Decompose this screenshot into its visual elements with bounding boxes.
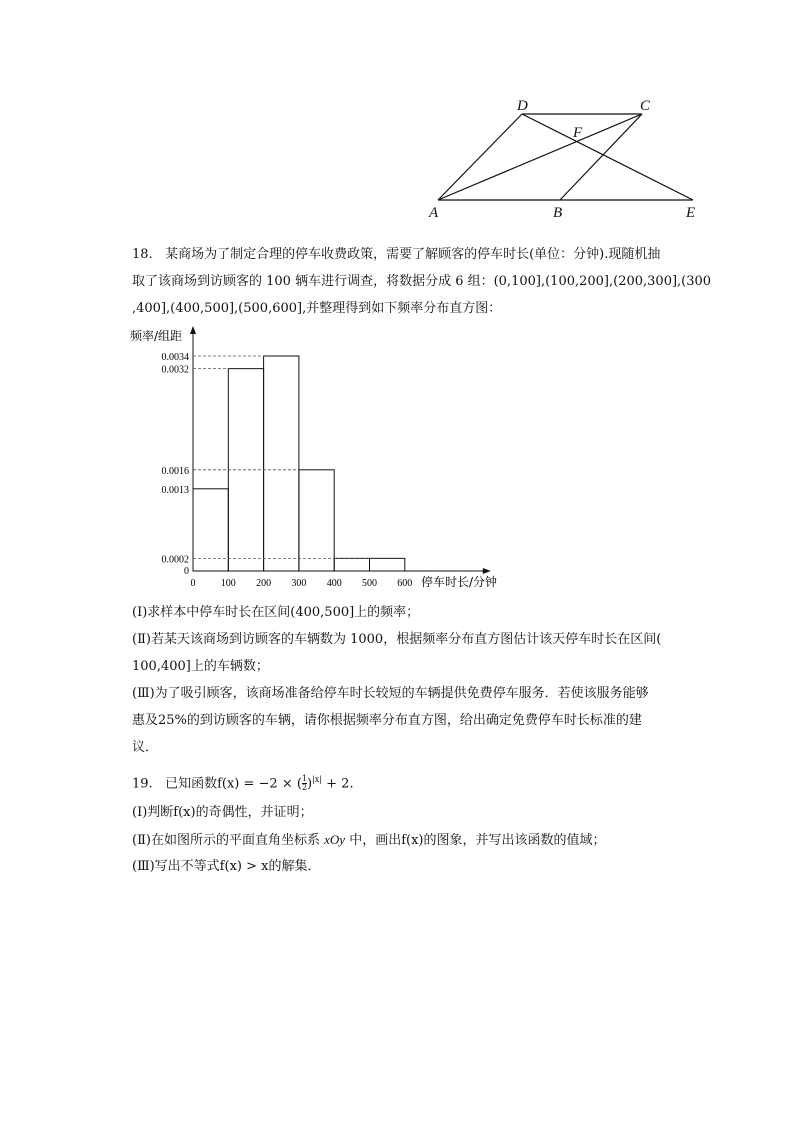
q19-part1: (Ⅰ)判断f(x)的奇偶性，并证明； (132, 805, 313, 820)
edge-DE (522, 114, 693, 200)
q19-part3: (Ⅲ)写出不等式f(x) > x的解集． (132, 859, 321, 874)
edge-AD (438, 114, 522, 200)
label-B: B (553, 205, 563, 221)
x-tick-label: 100 (220, 578, 236, 589)
histogram-bar (299, 470, 334, 571)
histogram-bar (334, 558, 369, 571)
label-C: C (640, 98, 651, 114)
x-tick-label: 400 (326, 578, 342, 589)
label-D: D (517, 98, 528, 114)
q18-line3: ,400],(400,500],(500,600],并整理得到如下频率分布直方图： (132, 301, 502, 316)
label-F: F (573, 125, 583, 141)
label-E: E (686, 205, 696, 221)
x-tick-label: 0 (190, 578, 196, 589)
q18-line1-text: 某商场为了制定合理的停车收费政策，需要了解顾客的停车时长(单位：分钟).现随机抽 (165, 247, 661, 262)
q18-part3c: 议． (132, 740, 159, 755)
y-tick-label: 0.0013 (161, 484, 189, 496)
x-axis-arrow (483, 568, 491, 574)
geometry-figure (425, 92, 715, 227)
q18-line2: 取了该商场到访顾客的 100 辆车进行调查，将数据分成 6 组：(0,100],(100,200],(200,300],(300 (132, 274, 712, 289)
q18-number: 18. (132, 247, 153, 262)
x-tick-label: 300 (291, 578, 307, 589)
q19-paren-close: ) (307, 776, 313, 792)
q18-part1: (Ⅰ)求样本中停车时长在区间(400,500]上的频率； (132, 605, 420, 620)
label-A: A (429, 205, 439, 221)
q19-intro (132, 770, 354, 794)
x-axis-label: 停车时长/分钟 (421, 575, 498, 589)
q19-intro-pre: 已知函数f(x) = −2 × ( (165, 776, 302, 792)
frequency-histogram (128, 324, 528, 594)
y-tick-label: 0.0034 (161, 352, 189, 363)
q19-intro-post: + 2. (322, 776, 354, 792)
q18-part2a: (Ⅱ)若某天该商场到访顾客的车辆数为 1000，根据频率分布直方图估计该天停车时长在区间( (132, 632, 662, 647)
q19-exponent: |x| (312, 775, 323, 784)
q19-part2 (132, 830, 605, 851)
edge-AC (438, 114, 642, 200)
y-tick-label: 0 (184, 566, 189, 577)
y-axis-arrow (190, 326, 196, 334)
histogram-bar (264, 356, 299, 571)
fraction-numerator: 1 (301, 774, 308, 784)
x-tick-label: 500 (362, 578, 377, 589)
x-tick-label: 200 (256, 578, 272, 589)
y-tick-label: 0.0002 (161, 554, 189, 566)
q19-part2-post: 中，画出f(x)的图象，并写出该函数的值域； (345, 833, 606, 848)
histogram-bar (370, 558, 405, 571)
fraction-denominator: 2 (301, 783, 308, 793)
y-tick-label: 0.0016 (161, 465, 189, 477)
y-axis-label: 频率/组距 (130, 329, 183, 343)
q18-part2b: 100,400]上的车辆数； (132, 659, 269, 674)
q19-coord-system: xOy (324, 832, 346, 847)
y-tick-label: 0.0032 (161, 364, 189, 376)
q18-part3b: 惠及25%的到访顾客的车辆，请你根据频率分布直方图，给出确定免费停车时长标准的建 (132, 713, 642, 728)
x-tick-label: 600 (397, 578, 413, 589)
q18-line1 (132, 245, 660, 265)
q19-number: 19. (132, 776, 153, 792)
q18-part3a: (Ⅲ)为了吸引顾客，该商场准备给停车时长较短的车辆提供免费停车服务．若使该服务能够 (132, 686, 649, 701)
q19-part2-pre: (Ⅱ)在如图所示的平面直角坐标系 (132, 833, 325, 848)
